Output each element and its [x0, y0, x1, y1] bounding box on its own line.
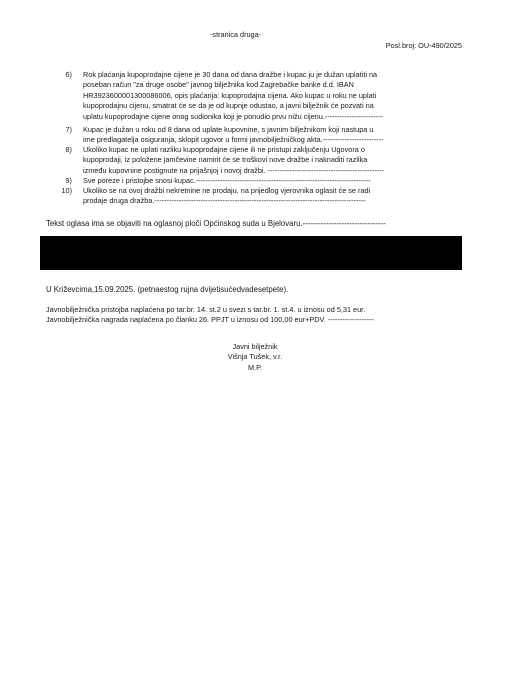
item-number: 7): [65, 125, 72, 134]
case-number: Posl.broj: OU-490/2025: [385, 41, 462, 50]
item-number: 8): [65, 145, 72, 154]
item-line: kupoprodaji, iz položene jamčevine namirit će se troškovi nove dražbe i naknaditi razlika: [83, 155, 368, 165]
item-line: uplatu kupoprodajne cijene onog sudionika koji je ponudio prvu nižu cijenu.------------------------: [83, 111, 384, 121]
item-line: Kupac je dužan u roku od 8 dana od uplate kupovnine, s javnim bilježnikom koji nastupa u: [83, 125, 374, 134]
item-text: [83, 125, 464, 146]
item-line: Ukoliko kupac ne uplati razliku kupoprodajne cijene ili ne pristupi zaključenju Ugovora o: [83, 145, 365, 154]
list-item-8: [52, 145, 462, 178]
item-line: kupoprodajnu cijenu, smatrat će se da je od kupnje odustao, a javni bilježnik će pozvati na: [83, 101, 374, 111]
signature-title: Javni bilježnik: [232, 342, 278, 351]
item-line: Ukoliko se na ovoj dražbi nekretnine ne prodaju, na prijedlog vjerovnika oglasit će se radi: [83, 186, 371, 195]
item-line: poseban račun "za druge osobe" javnog bilježnika kod Zagrebačke banke d.d. IBAN: [83, 80, 354, 90]
item-line: Sve poreze i pristojbe snosi kupac.------------------------------------------------------------------------: [83, 176, 371, 185]
item-number: 10): [61, 186, 72, 195]
item-line: ime predlagatelja osiguranja, sklopit ugovor u formi javnobilježničkog akta.-------------------------: [83, 135, 384, 145]
fee-line: Javnobilježnička nagrada naplaćena po članku 26. PPJT u iznosu od 100,00 eur+PDV. -------------------: [46, 315, 374, 324]
item-text: [83, 145, 464, 176]
signature-block: [200, 342, 310, 373]
page-label: -stranica druga-: [210, 30, 262, 39]
list-item-10: [52, 186, 462, 208]
item-line: HR3923600001300086006, opis plaćanja: kupoprodajna cijena. Ako kupac u roku ne uplati: [83, 90, 377, 100]
item-number: 6): [65, 70, 72, 79]
item-line: između kupovnine postignute na prijašnjoj i novoj dražbi. ------------------------------------------------: [83, 165, 385, 175]
signature-name: Višnja Tušek, v.r.: [227, 352, 283, 362]
date-line: U Križevcima,15.09.2025. (petnaestog rujna dvijetisućedvadesetpete).: [46, 285, 289, 294]
item-text: [83, 70, 464, 122]
item-line: Rok plaćanja kupoprodajne cijene je 30 dana od dana dražbe i kupac ju je dužan uplatiti na: [83, 70, 378, 79]
item-number: 9): [65, 176, 72, 185]
fee-line: Javnobilježnička pristojba naplaćena po tar.br. 14. st.2 u svezi s tar.br. 1. st.4. u iznosu od 5,31 eur.: [46, 305, 366, 314]
list-item-7: [52, 125, 462, 147]
publication-notice: Tekst oglasa ima se objaviti na oglasnoj ploči Općinskog suda u Bjelovaru.--------------------------------: [46, 219, 386, 228]
item-line: prodaje druga dražba.---------------------------------------------------------------------------------------: [83, 196, 366, 206]
item-text: [83, 186, 464, 207]
seal-mark: M.P.: [247, 362, 263, 372]
item-text: [83, 176, 464, 186]
redacted-block: [40, 236, 462, 270]
list-item-6: [52, 70, 462, 126]
